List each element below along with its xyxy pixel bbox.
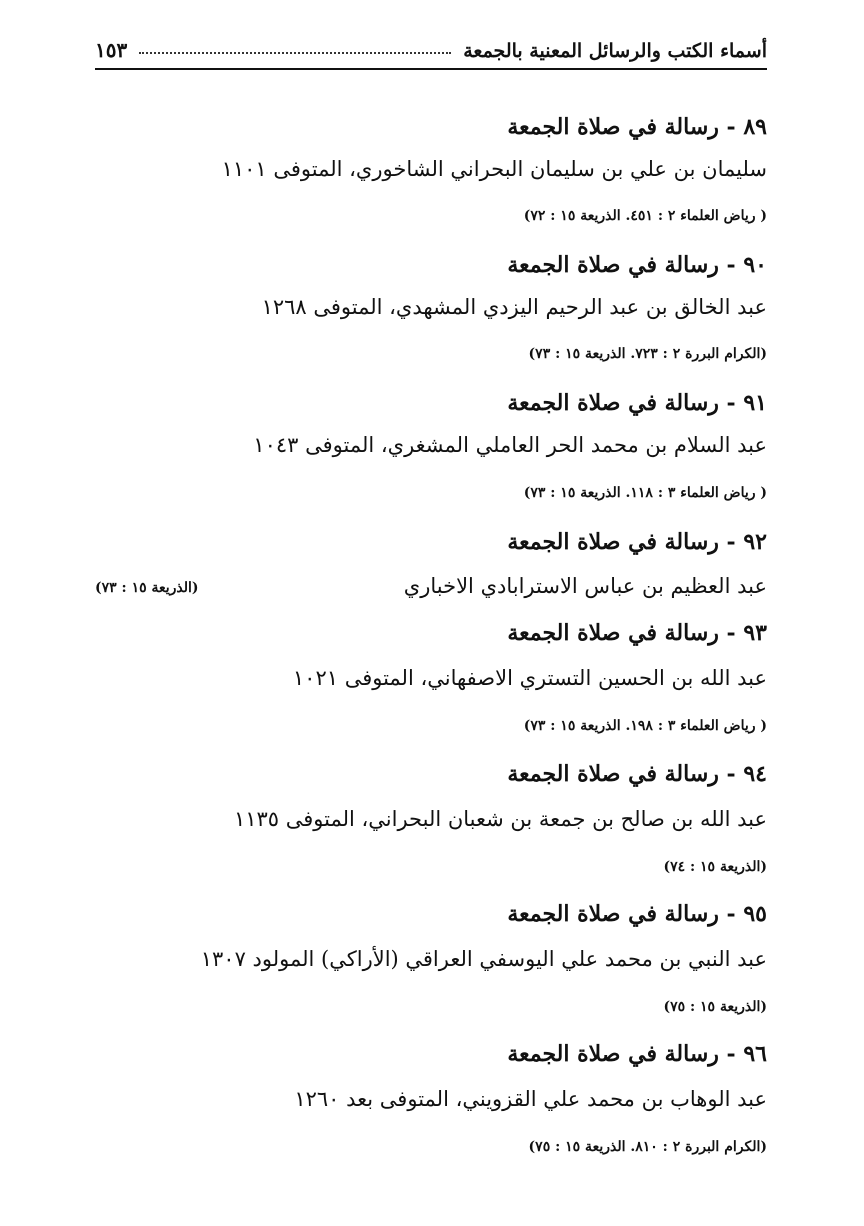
entry-author: عبد الله بن الحسين التستري الاصفهاني، المتوفى ١٠٢١ xyxy=(292,666,767,690)
entry-source: ( رياض العلماء ٣ : ١١٨. الذريعة ١٥ : ٧٣) xyxy=(523,485,767,501)
entry-author: عبد السلام بن محمد الحر العاملي المشغري، المتوفى ١٠٤٣ xyxy=(253,433,767,457)
entry-source: (الذريعة ١٥ : ٧٤) xyxy=(663,859,767,875)
entry-author: عبد الخالق بن عبد الرحيم اليزدي المشهدي، المتوفى ١٢٦٨ xyxy=(261,295,767,319)
entry-title: ٩٠ - رسالة في صلاة الجمعة xyxy=(507,252,767,278)
entry-source: (الكرام البررة ٢ : ٨١٠. الذريعة ١٥ : ٧٥) xyxy=(528,1139,767,1155)
entry-author: عبد النبي بن محمد علي اليوسفي العراقي (الأراكي) المولود ١٣٠٧ xyxy=(200,947,767,971)
entry-title: ٩٥ - رسالة في صلاة الجمعة xyxy=(507,901,767,927)
page-header xyxy=(95,28,767,70)
entry-title: ٩٦ - رسالة في صلاة الجمعة xyxy=(507,1041,767,1067)
leader-dots xyxy=(139,52,451,54)
entry-title: ٩٢ - رسالة في صلاة الجمعة xyxy=(507,529,767,555)
entry-author: سليمان بن علي بن سليمان البحراني الشاخوري، المتوفى ١١٠١ xyxy=(221,157,767,181)
entry-author: عبد العظيم بن عباس الاسترابادي الاخباري xyxy=(403,574,767,598)
entry-source: (الكرام البررة ٢ : ٧٢٣. الذريعة ١٥ : ٧٣) xyxy=(528,346,767,362)
entry-source: ( رياض العلماء ٣ : ١٩٨. الذريعة ١٥ : ٧٣) xyxy=(523,718,767,734)
entry-source: (الذريعة ١٥ : ٧٣) xyxy=(95,580,199,596)
entry-title: ٨٩ - رسالة في صلاة الجمعة xyxy=(507,114,767,140)
page-number: ١٥٣ xyxy=(95,38,128,62)
entry-author: عبد الله بن صالح بن جمعة بن شعبان البحراني، المتوفى ١١٣٥ xyxy=(233,807,767,831)
entry-author: عبد الوهاب بن محمد علي القزويني، المتوفى بعد ١٢٦٠ xyxy=(294,1087,767,1111)
entry-source: ( رياض العلماء ٢ : ٤٥١. الذريعة ١٥ : ٧٢) xyxy=(523,208,767,224)
entry-source: (الذريعة ١٥ : ٧٥) xyxy=(663,999,767,1015)
entry-title: ٩٤ - رسالة في صلاة الجمعة xyxy=(507,761,767,787)
entry-title: ٩١ - رسالة في صلاة الجمعة xyxy=(507,390,767,416)
running-title: أسماء الكتب والرسائل المعنية بالجمعة xyxy=(463,40,767,62)
entry-title: ٩٣ - رسالة في صلاة الجمعة xyxy=(507,620,767,646)
